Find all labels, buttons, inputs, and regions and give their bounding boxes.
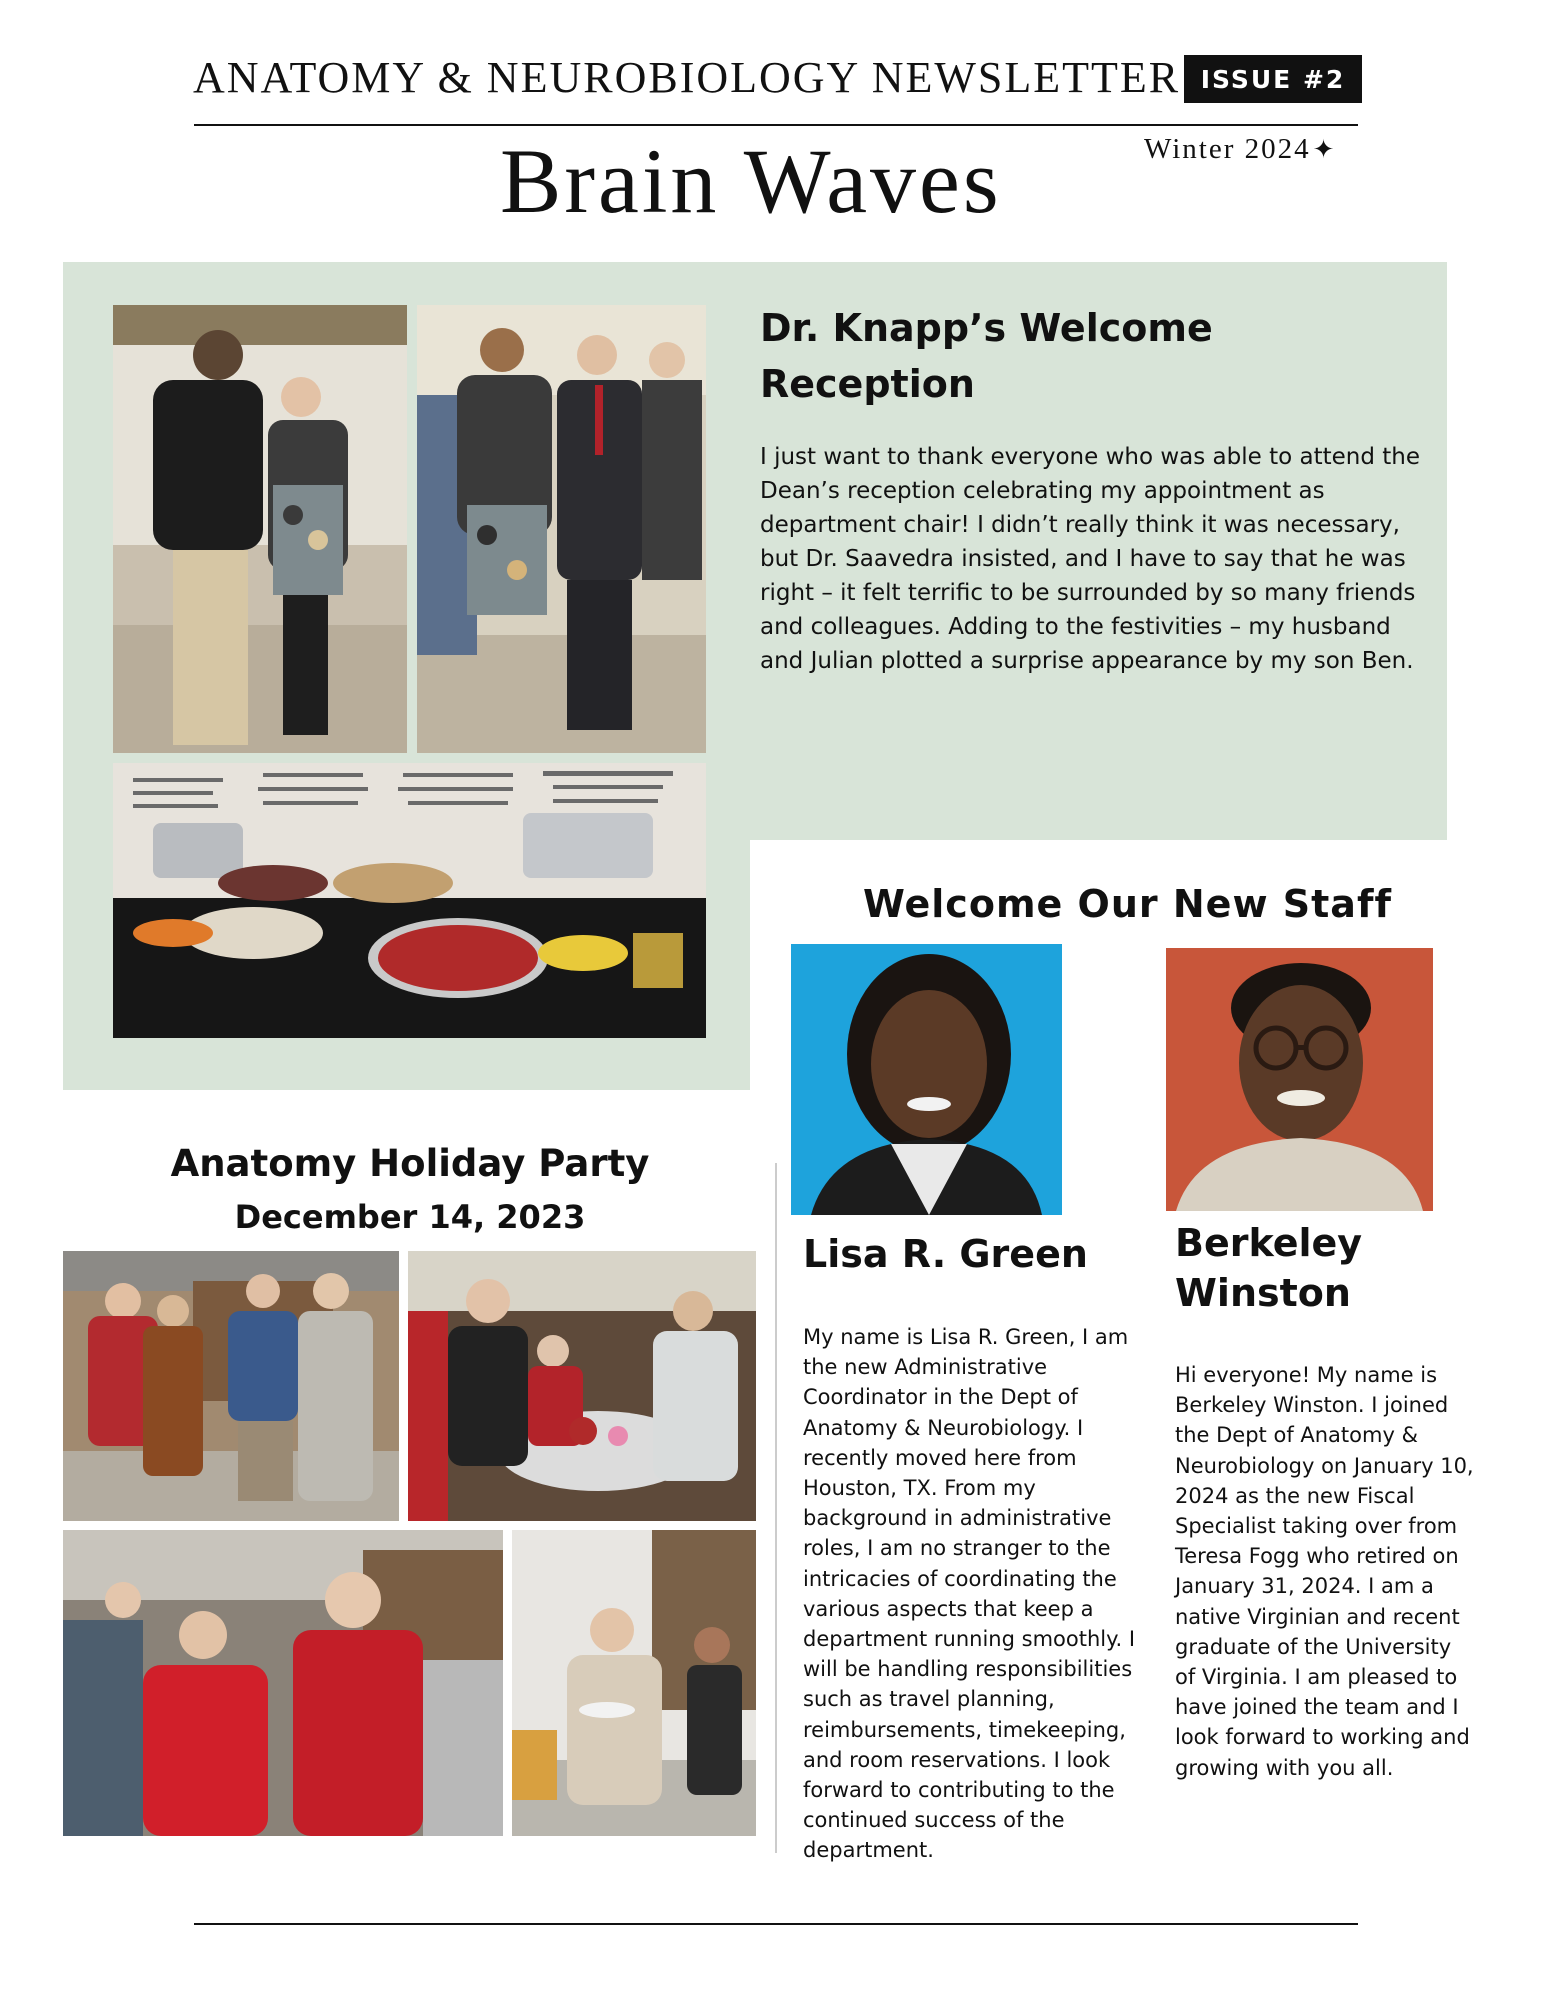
berkeley-winston-bio: Hi everyone! My name is Berkeley Winston. I joined the Dept of Anatomy & Neurobiology on January 10, 2024 as the new Fiscal Specialist taking over from Teresa Fogg who retired on January 31, 2024. I am a native Virginian and recent graduate of the University of Virginia. I am pleased to have joined the team and I look forward to working and growing with you all. [1175, 1363, 1474, 1780]
holiday-party-date: December 14, 2023 [234, 1198, 586, 1236]
newsletter-brand-title: Brain Waves [500, 130, 1002, 232]
reception-buffet-photo [113, 763, 706, 1038]
season-text: Winter 2024 [1144, 133, 1311, 165]
column-divider [775, 1163, 777, 1853]
holiday-party-title: Anatomy Holiday Party [170, 1142, 650, 1185]
berkeley-winston-name: Berkeley Winston [1175, 1221, 1363, 1315]
reception-photo-1 [113, 305, 407, 753]
lisa-green-bio: My name is Lisa R. Green, I am the new Administrative Coordinator in the Dept of Anatomy & Neurobiology. I recently moved here from Houston, TX. From my background in administrative roles, I am no stranger to the intricacies of coordinating the various aspects that keep a department running smoothly. I will be handling responsibilities such as travel planning, reimbursements, timekeeping, and room reservations. I look forward to contributing to the continued success of the department. [803, 1325, 1136, 1863]
lisa-green-name: Lisa R. Green [803, 1232, 1088, 1276]
party-photo-2 [408, 1251, 756, 1521]
issue-badge: ISSUE #2 [1184, 55, 1362, 103]
reception-photo-2 [417, 305, 706, 753]
footer-rule [194, 1923, 1358, 1925]
sparkle-icon: ✦ [1312, 135, 1337, 164]
lisa-green-portrait [791, 944, 1062, 1215]
party-photo-4 [512, 1530, 756, 1836]
season-label [1144, 133, 1336, 166]
berkeley-winston-portrait [1166, 948, 1433, 1211]
party-photo-1 [63, 1251, 399, 1521]
party-photo-3 [63, 1530, 503, 1836]
staff-section-title: Welcome Our New Staff [862, 882, 1393, 926]
reception-body-text: I just want to thank everyone who was able to attend the Dean’s reception celebrating my appointment as department chair! I didn’t really think it was necessary, but Dr. Saavedra insisted, and I have to say that he was right – it felt terrific to be surrounded by so many friends and colleagues. Adding to the festivities – my husband and Julian plotted a surprise appearance by my son Ben. [760, 444, 1421, 674]
newsletter-masthead: ANATOMY & NEUROBIOLOGY NEWSLETTER [193, 53, 1181, 102]
masthead-rule [194, 124, 1358, 126]
reception-headline: Dr. Knapp’s Welcome Reception [760, 306, 1213, 406]
